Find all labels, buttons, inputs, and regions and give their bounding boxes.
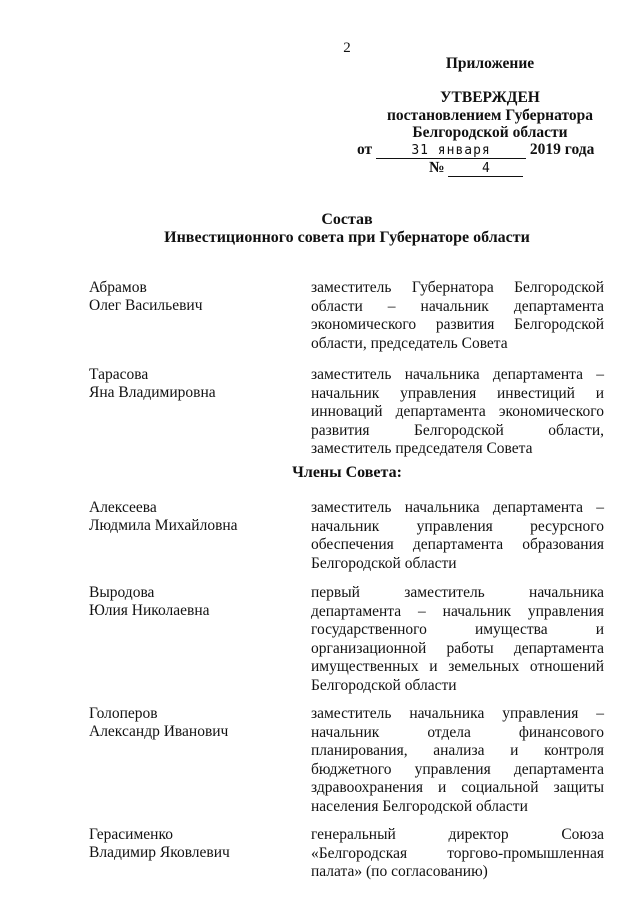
role-alekseeva: заместитель начальника департамента – начальник управления ресурсного обеспечения департамента образования Белгородской области — [311, 499, 604, 572]
person-surname: Выродова — [89, 584, 155, 601]
person-alekseeva — [89, 499, 238, 535]
person-surname: Тарасова — [89, 366, 149, 383]
person-goloperov — [89, 705, 228, 741]
person-name: Владимир Яковлевич — [89, 844, 230, 861]
role-gerasimenko: генеральный директор Союза «Белгородская торгово-промышленная палата» (по согласованию) — [311, 826, 604, 881]
role-abramov: заместитель Губернатора Белгородской области – начальник департамента экономического развития Белгородской области, председатель Совета — [311, 279, 604, 352]
year-label: 2019 года — [529, 141, 595, 158]
from-label: от — [357, 141, 373, 158]
person-name: Юлия Николаевна — [89, 602, 210, 619]
role-vyrodova: первый заместитель начальника департамента – начальник управления государственного имущества и организационной работы департамента имущественных и земельных отношений Белгородской области — [311, 584, 604, 694]
number-label: № — [429, 159, 445, 176]
members-heading: Члены Совета: — [292, 464, 402, 481]
approval-number-line — [429, 159, 523, 177]
heading-line2: Инвестиционного совета при Губернаторе области — [164, 229, 530, 246]
date-field: 31 января — [376, 143, 526, 159]
person-name: Яна Владимировна — [89, 384, 216, 401]
role-tarasova: заместитель начальника департамента – начальник управления инвестиций и инноваций департамента экономического развития Белгородской области, заместитель председателя Совета — [311, 366, 604, 458]
person-tarasova — [89, 366, 216, 402]
person-abramov — [89, 279, 203, 315]
approved-title: УТВЕРЖДЕН — [440, 89, 540, 106]
person-surname: Голоперов — [89, 705, 158, 722]
person-gerasimenko — [89, 826, 230, 862]
approved-line2: Белгородской области — [412, 124, 568, 141]
approved-line1: постановлением Губернатора — [387, 107, 593, 124]
person-surname: Герасименко — [89, 826, 173, 843]
appendix-label: Приложение — [445, 55, 535, 72]
approval-date-line — [357, 141, 594, 159]
heading-line1: Состав — [321, 211, 373, 228]
person-vyrodova — [89, 584, 210, 620]
person-surname: Алексеева — [89, 499, 157, 516]
role-goloperov: заместитель начальника управления – начальник отдела финансового планирования, анализа и контроля бюджетного управления департамента здравоохранения и социальной защиты населения Белгородской области — [311, 705, 604, 815]
person-name: Людмила Михайловна — [89, 517, 238, 534]
person-name: Александр Иванович — [89, 723, 229, 740]
person-surname: Абрамов — [89, 279, 147, 296]
number-field: 4 — [448, 161, 523, 177]
person-name: Олег Васильевич — [89, 297, 203, 314]
page-number: 2 — [343, 40, 351, 56]
